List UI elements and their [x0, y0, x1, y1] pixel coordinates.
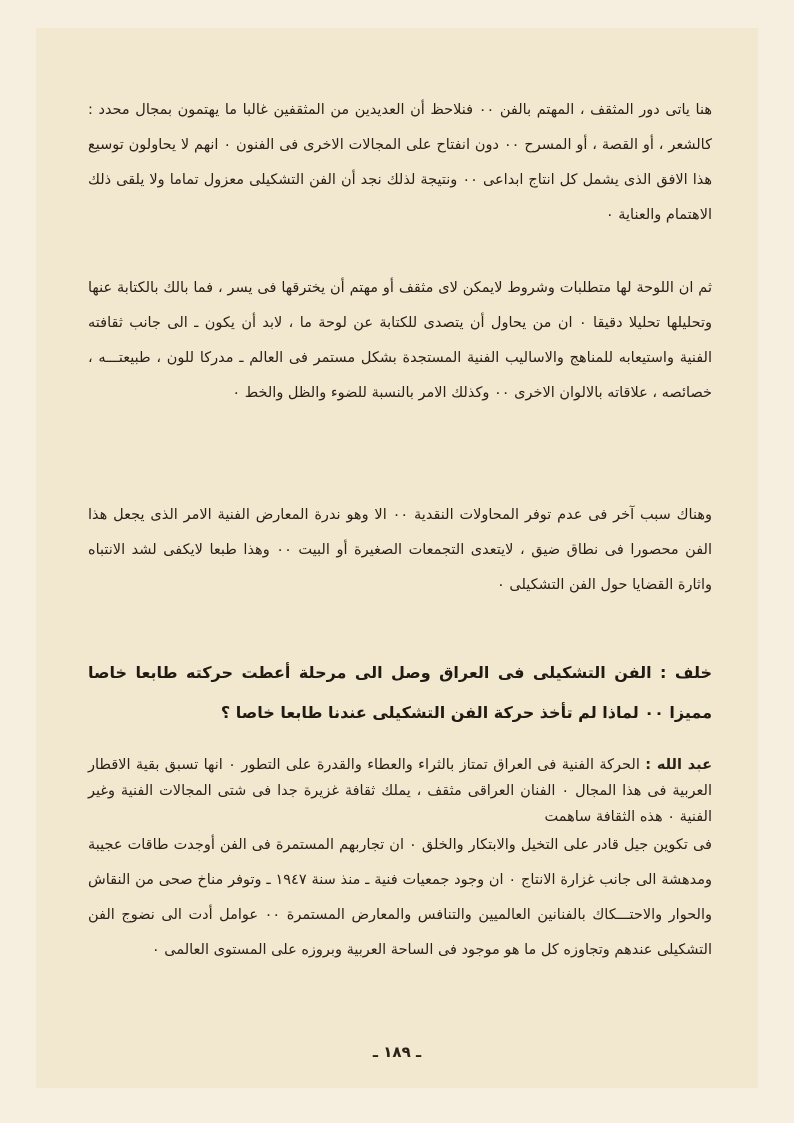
paragraph-1: هنا ياتى دور المثقف ، المهتم بالفن ٠٠ فنلاحظ أن العديدين من المثقفين غالبا ما يهتمون بمجال محدد : كالشعر ، أو القصة ، أو المسرح ٠٠ دون انفتاح على المجالات الاخرى فى الفنون ٠ انهم لا يحاولون توسيع هذا الافق الذى يشمل كل انتاج ابداعى ٠٠ ونتيجة لذلك نجد أن الفن التشكيلى معزول تماما ولا يلقى ذلك الاهتمام والعناية ٠	[88, 101, 713, 223]
page-number: ـ ١٨٩ ـ	[372, 1043, 422, 1061]
answer-speaker: عبد الله :	[645, 756, 712, 773]
paragraph-3: وهناك سبب آخر فى عدم توفر المحاولات النقدية ٠٠ الا وهو ندرة المعارض الفنية الامر الذى يجعل هذا الفن محصورا فى نطاق ضيق ، لايتعدى التجمعات الصغيرة أو البيت ٠٠ وهذا طبعا لايكفى لشد الانتباه واثارة القضايا حول الفن التشكيلى ٠	[88, 506, 712, 593]
answer-paragraph-2: فى تكوين جيل قادر على التخيل والابتكار والخلق ٠ ان تجاربهم المستمرة فى الفن أوجدت طاقات عجيبة ومدهشة الى جانب غزارة الانتاج ٠ ان وجود جمعيات فنية ـ منذ سنة ١٩٤٧ ـ وتوفر مناخ صحى من النقاش والحوار والاحتـــكاك بالفنانين العالميين والتنافس والمعارض المستمرة ٠٠ عوامل أدت الى نضوج الفن التشكيلى عندهم وتجاوزه كل ما هو موجود فى الساحة العربية وبروزه على المستوى العالمى ٠	[88, 836, 713, 958]
answer-paragraph-1	[88, 752, 712, 830]
paragraph-2: ثم ان اللوحة لها متطلبات وشروط لايمكن لاى مثقف أو مهتم أن يخترقها فى يسر ، فما بالك بالكتابة عنها وتحليلها تحليلا دقيقا ٠ ان من يحاول أن يتصدى للكتابة عن لوحة ما ، لابد أن يكون ـ الى جانب ثقافته الفنية واستيعابه للمناهج والاساليب الفنية المستجدة بشكل مستمر فى العالم ـ مدركا للون ، طبيعتـــه ، خصائصه ، علاقاته بالالوان الاخرى ٠٠ وكذلك الامر بالنسبة للضوء والظل والخط ٠	[88, 279, 712, 401]
answer-text-1: الحركة الفنية فى العراق تمتاز بالثراء والعطاء والقدرة على التطور ٠ انها تسبق بقية الاقطار العربية فى هذا المجال ٠ الفنان العراقى مثقف ، يملك ثقافة غزيرة جدا فى شتى المجالات الفنية وغير الفنية ٠ هذه الثقافة ساهمت	[88, 756, 712, 825]
interview-question: خلف : الفن التشكيلى فى العراق وصل الى مرحلة أعطت حركته طابعا خاصا مميزا ٠٠ لماذا لم تأخذ حركة الفن التشكيلى عندنا طابعا خاصا ؟	[88, 663, 712, 722]
